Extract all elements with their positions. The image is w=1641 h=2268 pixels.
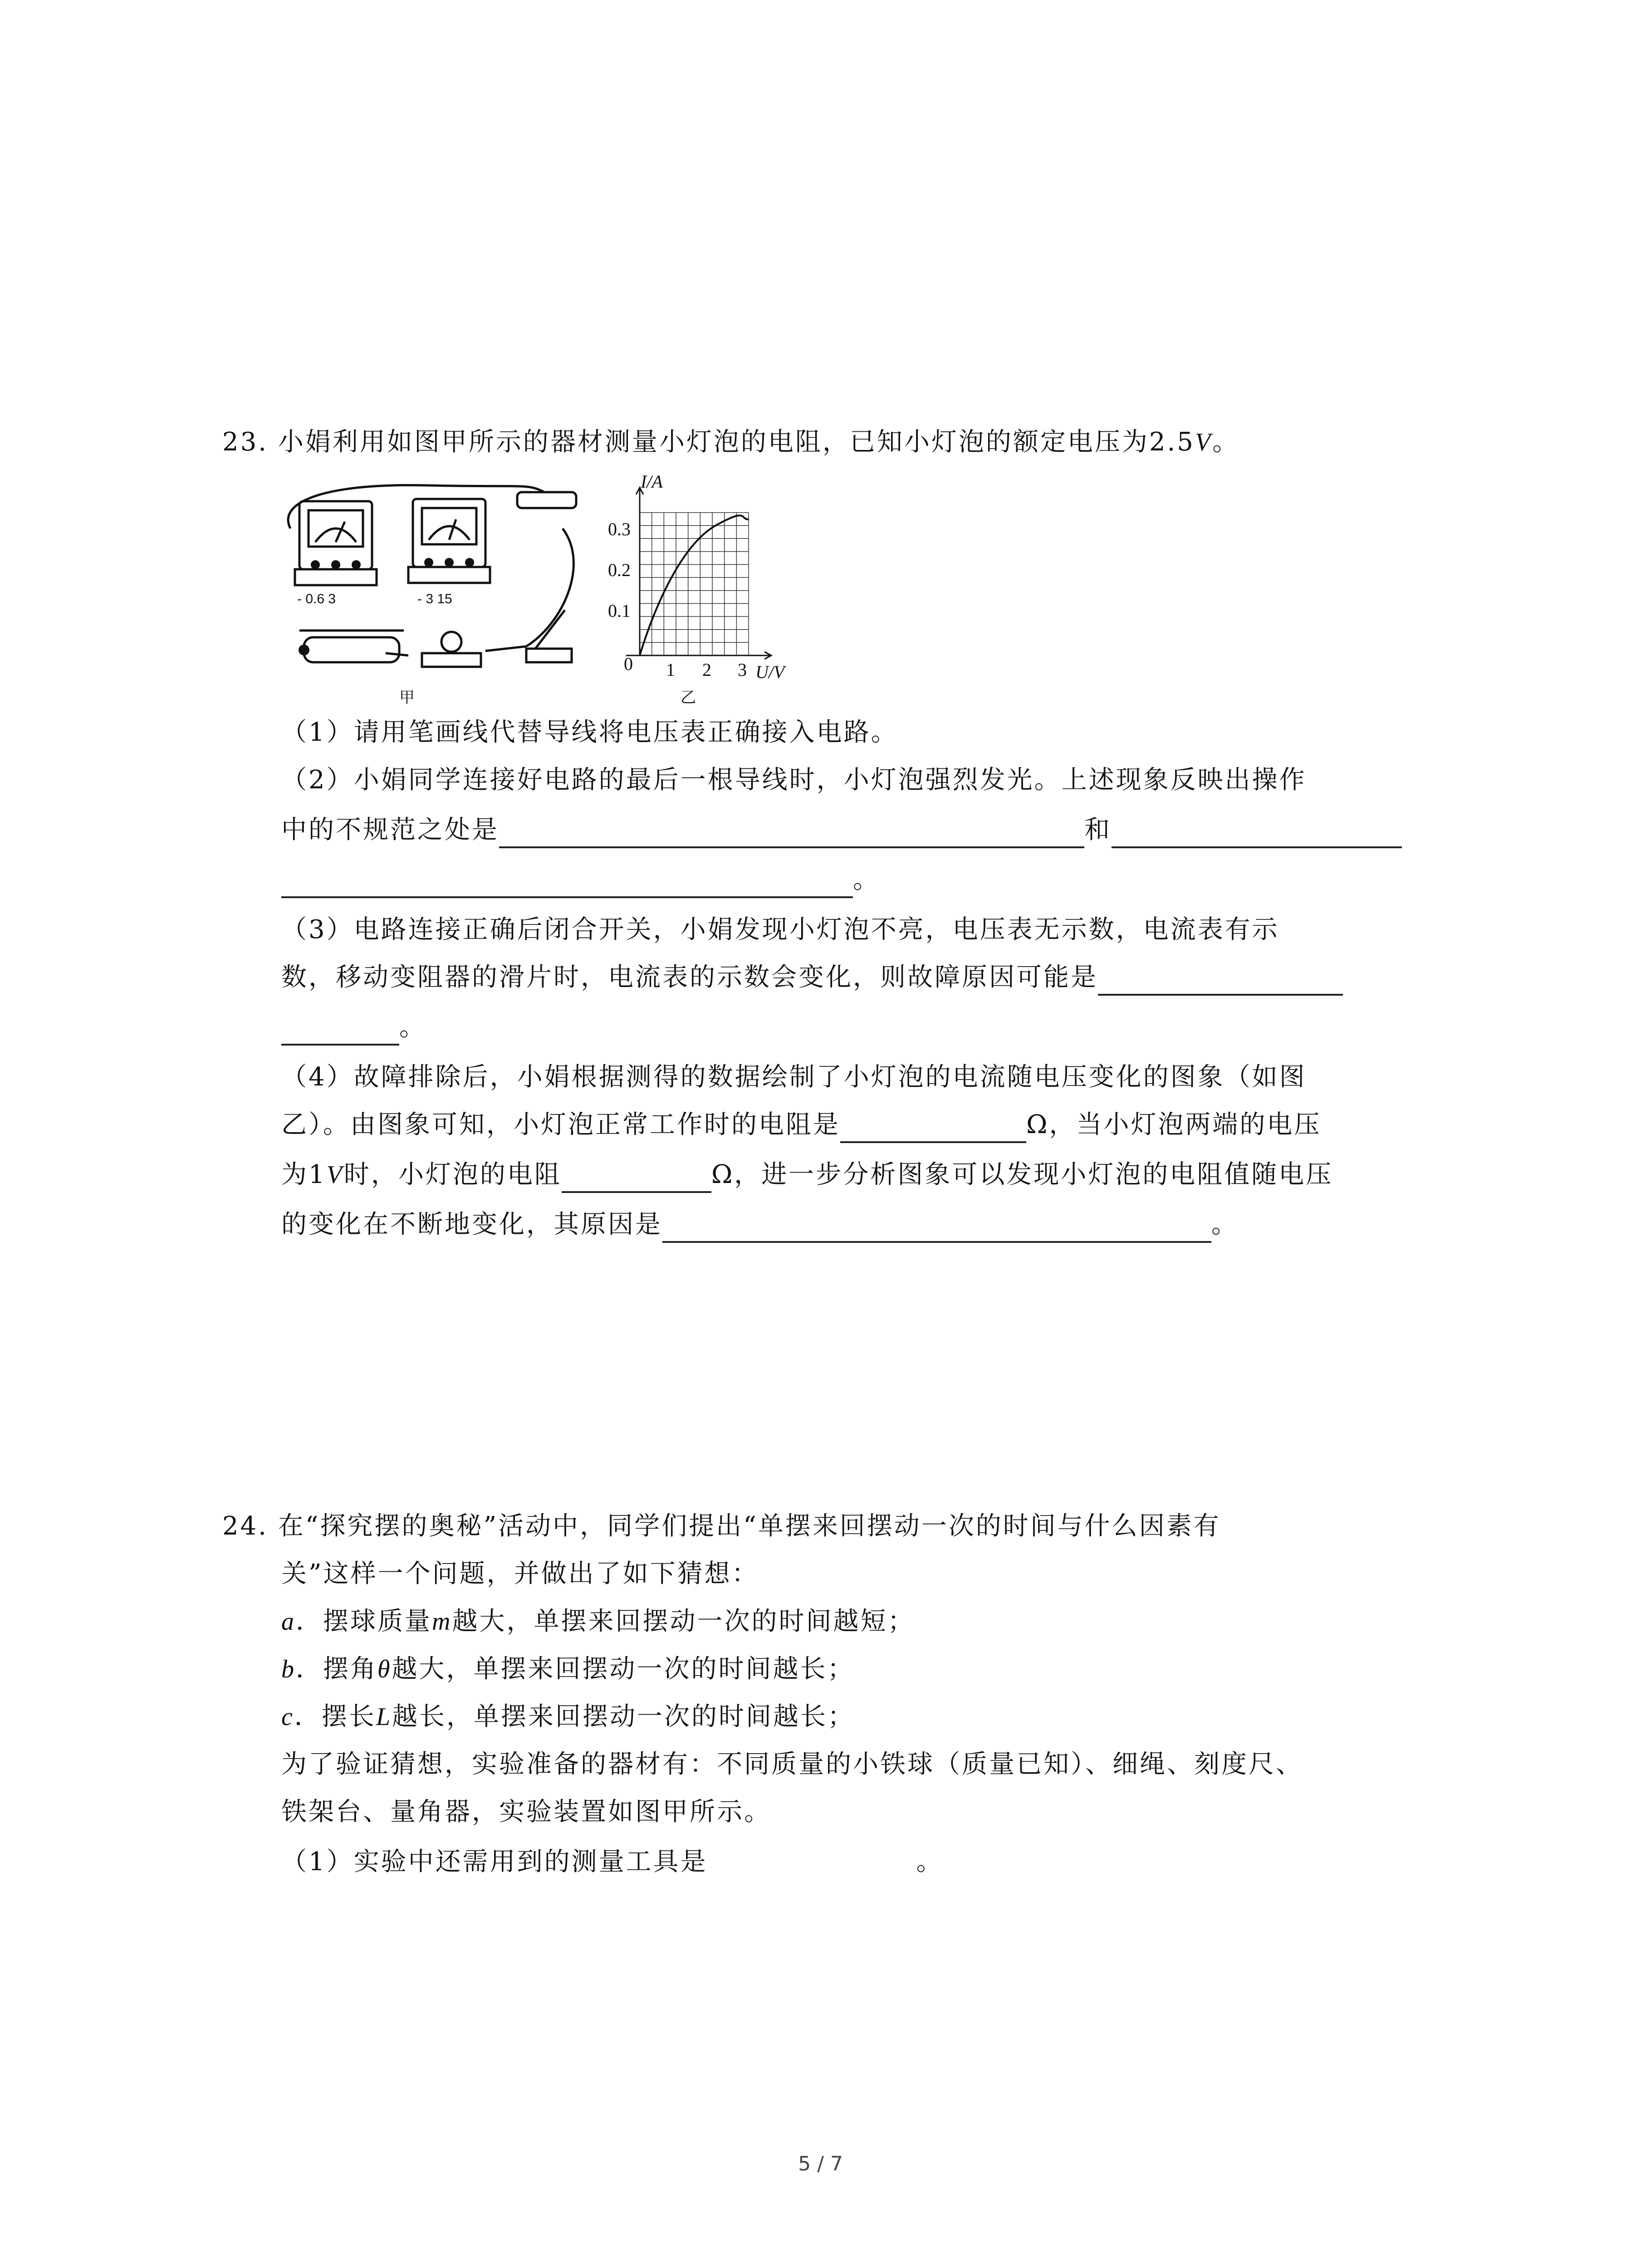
q23-part4-prompt-1: 乙）。由图象可知，小灯泡正常工作时的电阻是 <box>281 1110 840 1139</box>
q24-line7: 铁架台、量角器，实验装置如图甲所示。 <box>281 1797 771 1827</box>
q24-b-label: b <box>281 1655 296 1683</box>
q24-part1-prompt: （1）实验中还需用到的测量工具是 <box>281 1847 708 1877</box>
q24-number: 24. <box>222 1511 269 1541</box>
q24-c-pre: ．摆长 <box>294 1702 376 1731</box>
q23-part2-line1: （2）小娟同学连接好电路的最后一根导线时，小灯泡强烈发光。上述现象反映出操作 <box>281 765 1307 795</box>
x-tick-2: 2 <box>702 660 711 680</box>
q23-part4-v-unit: V <box>326 1161 344 1189</box>
q23-part3-line1: （3）电路连接正确后闭合开关，小娟发现小灯泡不亮，电压表无示数，电流表有示 <box>281 915 1279 944</box>
x-tick-1: 1 <box>666 660 675 680</box>
q23-part2-answer-blank-2[interactable] <box>1112 817 1402 848</box>
figure-jia-circuit <box>272 474 617 687</box>
ammeter-terminal-labels: - 0.6 3 <box>297 591 336 606</box>
q23-stem-text: 小娟利用如图甲所示的器材测量小灯泡的电阻，已知小灯泡的额定电压为 <box>278 427 1149 457</box>
y-tick-0-3: 0.3 <box>608 519 631 539</box>
q23-part3-prompt: 数，移动变阻器的滑片时，电流表的示数会变化，则故障原因可能是 <box>281 963 1098 992</box>
y-tick-0-1: 0.1 <box>608 601 631 621</box>
q23-part3-answer-blank-1[interactable] <box>1098 965 1343 996</box>
q24-c-label: c <box>281 1703 294 1731</box>
q24-a-pre: ．摆球质量 <box>296 1607 432 1636</box>
q23-part4-line3 <box>281 1157 1333 1193</box>
q23-part2-and: 和 <box>1084 815 1112 845</box>
q24-a-label: a <box>281 1608 296 1636</box>
q24-part1 <box>281 1844 944 1880</box>
q23-part2-end: 。 <box>853 865 880 894</box>
q24-c-post: 越长，单摆来回摆动一次的时间越长； <box>392 1702 855 1731</box>
q23-part4-ohm-1: Ω，当小灯泡两端的电压 <box>1026 1110 1322 1139</box>
q24-a-var: m <box>432 1608 452 1636</box>
q23-part3-end: 。 <box>399 1012 426 1042</box>
q23-stem <box>222 424 1239 460</box>
q23-part4-prompt-3: Ω，进一步分析图象可以发现小灯泡的电阻值随电压 <box>711 1160 1333 1189</box>
origin-label: 0 <box>624 654 633 674</box>
q23-part4-prompt-4: 的变化在不断地变化，其原因是 <box>281 1210 662 1239</box>
q24-line6: 为了验证猜想，实验准备的器材有：不同质量的小铁球（质量已知）、细绳、刻度尺、 <box>281 1750 1303 1779</box>
q23-part4-answer-blank-1[interactable] <box>840 1112 1026 1143</box>
page-number: 5 / 7 <box>798 2152 843 2175</box>
q23-rated-voltage: 2.5 <box>1149 427 1195 457</box>
q24-b-post: 越大，单摆来回摆动一次的时间越长； <box>392 1654 855 1684</box>
q24-line2: 关”这样一个问题，并做出了如下猜想： <box>281 1559 759 1589</box>
q23-stem-end: 。 <box>1212 427 1240 457</box>
q23-part2-answer-blank-3[interactable] <box>281 867 853 898</box>
q23-part2-answer-blank-1[interactable] <box>499 817 1084 848</box>
q24-hypothesis-c <box>281 1699 855 1735</box>
figure-yi-caption: 乙 <box>681 689 696 707</box>
q23-part4-1v: 为1 <box>281 1160 327 1189</box>
iu-curve <box>640 515 749 655</box>
q23-part2-line2 <box>281 812 1402 848</box>
q24-b-var: θ <box>377 1655 392 1683</box>
q23-part3-line3 <box>281 1009 426 1046</box>
q24-b-pre: ．摆角 <box>296 1654 377 1684</box>
q24-hypothesis-a <box>281 1603 915 1640</box>
q23-voltage-unit: V <box>1195 428 1213 456</box>
q23-part4-line2 <box>281 1107 1321 1143</box>
figure-jia-caption: 甲 <box>399 689 415 707</box>
q23-part4-line1: （4）故障排除后，小娟根据测得的数据绘制了小灯泡的电流随电压变化的图象（如图 <box>281 1062 1307 1092</box>
q23-part4-line4 <box>281 1207 1239 1243</box>
q24-a-post: 越大，单摆来回摆动一次的时间越短； <box>452 1607 915 1636</box>
figure-yi-graph <box>599 471 785 687</box>
q23-part4-prompt-2: 时，小灯泡的电阻 <box>343 1160 562 1189</box>
y-axis-label: I/A <box>641 471 663 492</box>
q24-c-var: L <box>376 1703 392 1731</box>
q23-part4-answer-blank-3[interactable] <box>662 1212 1211 1243</box>
voltmeter-terminal-labels: - 3 15 <box>417 591 452 606</box>
x-axis-label: U/V <box>755 662 785 682</box>
q23-part2-prompt: 中的不规范之处是 <box>281 815 499 845</box>
y-tick-0-2: 0.2 <box>608 560 631 580</box>
q24-part1-end: 。 <box>916 1847 944 1877</box>
q24-hypothesis-b <box>281 1651 855 1687</box>
q23-part1: （1）请用笔画线代替导线将电压表正确接入电路。 <box>281 718 898 747</box>
q23-number: 23. <box>222 427 269 457</box>
q23-part4-answer-blank-2[interactable] <box>562 1162 711 1193</box>
q24-line1 <box>222 1508 1221 1545</box>
q23-part3-line2 <box>281 959 1343 996</box>
q23-part4-end: 。 <box>1211 1210 1239 1239</box>
x-tick-3: 3 <box>738 660 747 680</box>
q23-part3-answer-blank-2[interactable] <box>281 1015 399 1046</box>
q24-stem-1: 在“探究摆的奥秘”活动中，同学们提出“单摆来回摆动一次的时间与什么因素有 <box>278 1511 1221 1541</box>
q23-part2-line3 <box>281 862 880 898</box>
